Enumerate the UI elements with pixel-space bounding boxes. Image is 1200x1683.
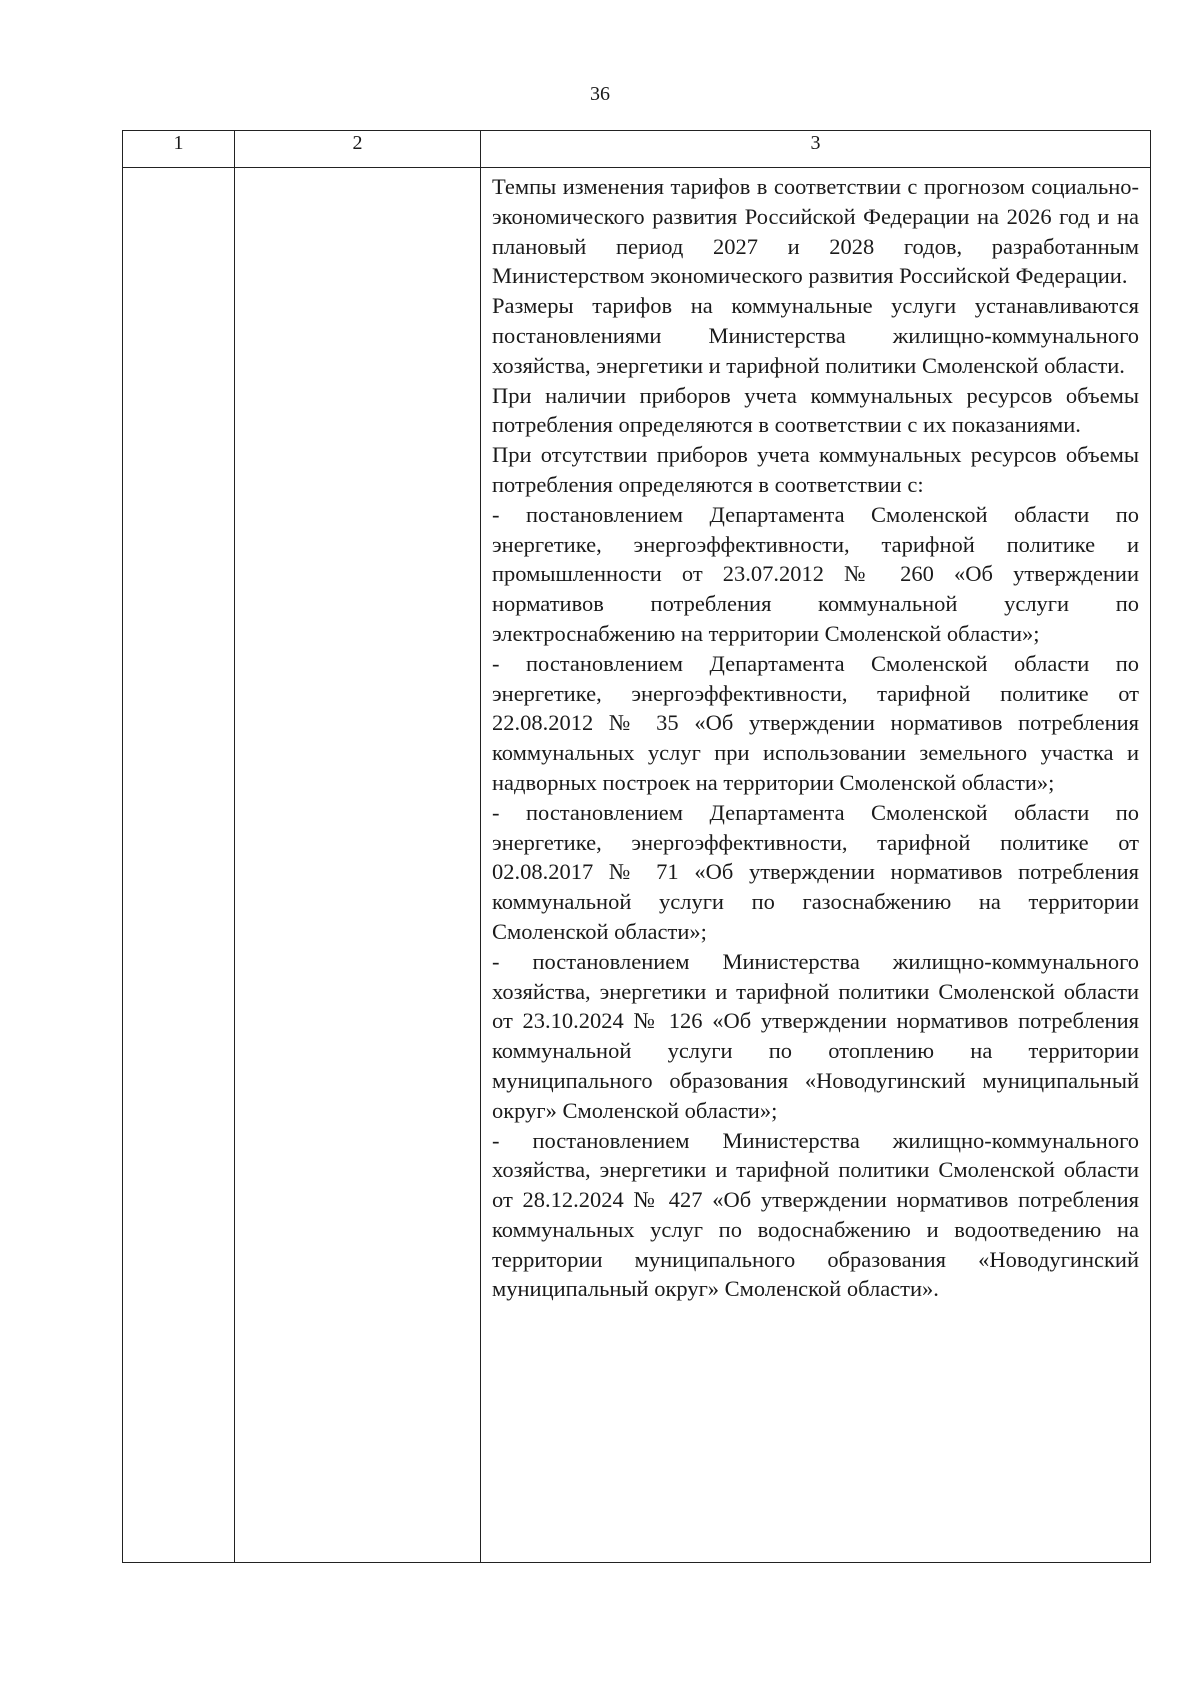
column-header-3: 3 <box>481 131 1151 168</box>
table-row <box>123 168 1151 1563</box>
paragraph-with-meters: При наличии приборов учета коммунальных ресурсов объемы потребления определяются в соответствии с их показаниями. <box>492 382 1139 438</box>
paragraph-without-meters: При отсутствии приборов учета коммунальных ресурсов объемы потребления определяются в соответствии с: <box>492 442 1139 497</box>
paragraph-tariff-sizes: Размеры тарифов на коммунальные услуги устанавливаются постановлениями Министерства жилищно-коммунального хозяйства, энергетики и тарифной политики Смоленской области. <box>492 293 1139 378</box>
list-item-resolution-427: - постановлением Министерства жилищно-коммунального хозяйства, энергетики и тарифной политики Смоленской области от 28.12.2024 № 427 «Об утверждении нормативов потребления коммунальных услуг по водоснабжению и водоотведению на территории муниципального образования «Новодугинский муниципальный округ» Смоленской области». <box>492 1127 1139 1302</box>
table-header-row <box>123 131 1151 168</box>
list-item-resolution-71: - постановлением Департамента Смоленской области по энергетике, энергоэффективности, тарифной политике от 02.08.2017 № 71 «Об утверждении нормативов потребления коммунальной услуги по газоснабжению на территории Смоленской области»; <box>492 799 1139 944</box>
list-item-resolution-260: - постановлением Департамента Смоленской области по энергетике, энергоэффективности, тарифной политике и промышленности от 23.07.2012 № 260 «Об утверждении нормативов потребления коммунальной услуги по электроснабжению на территории Смоленской области»; <box>492 501 1139 646</box>
cell-column-2 <box>235 168 481 1563</box>
cell-column-1 <box>123 168 235 1563</box>
list-item-resolution-126: - постановлением Министерства жилищно-коммунального хозяйства, энергетики и тарифной политики Смоленской области от 23.10.2024 № 126 «Об утверждении нормативов потребления коммунальной услуги по отоплению на территории муниципального образования «Новодугинский муниципальный округ» Смоленской области»; <box>492 948 1139 1123</box>
page-number: 36 <box>590 83 610 105</box>
column-header-1: 1 <box>123 131 235 168</box>
column-header-2: 2 <box>235 131 481 168</box>
list-item-resolution-35: - постановлением Департамента Смоленской области по энергетике, энергоэффективности, тарифной политике от 22.08.2012 № 35 «Об утверждении нормативов потребления коммунальных услуг при использовании земельного участка и надворных построек на территории Смоленской области»; <box>492 650 1139 795</box>
cell-column-3 <box>481 168 1151 1563</box>
document-table <box>122 130 1151 1563</box>
paragraph-tariff-rates: Темпы изменения тарифов в соответствии с прогнозом социально-экономического развития Российской Федерации на 2026 год и на плановый период 2027 и 2028 годов, разработанным Министерством экономического развития Российской Федерации. <box>492 174 1139 289</box>
